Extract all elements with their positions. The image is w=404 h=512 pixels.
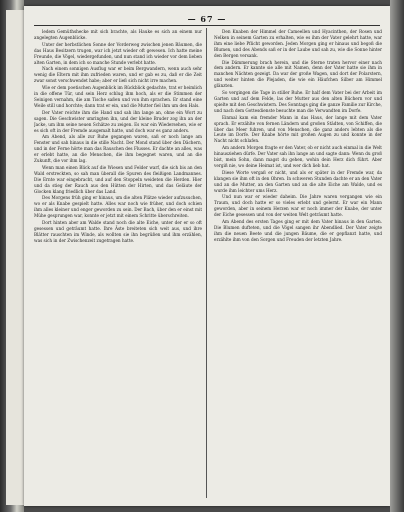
paragraph: Des Morgens früh ging er hinaus, um die alten Plätze wieder aufzusuchen, wo er als Knabe gespielt hatte. Alles war noch wie früher, und doch schien ihm alles kleiner und enger geworden zu sein. Der Bach, über den er einst mit Mühe gesprungen war, konnte er jetzt mit einem Schritte überschreiten. (34, 195, 202, 219)
paragraph: Und nun war er wieder daheim. Die Jahre waren vergangen wie ein Traum, und doch hatte er so vieles erlebt und gelernt. Er war ein Mann geworden, aber in seinem Herzen war er noch immer der Knabe, der unter der Eiche gesessen und von der weiten Welt geträumt hatte. (214, 194, 382, 218)
paragraph: Einmal kam ein fremder Mann in das Haus, der lange mit dem Vater sprach. Er erzählte von fernen Ländern und großen Städten, von Schiffen, die über das Meer fuhren, und von Menschen, die ganz anders lebten als die Leute im Dorfe. Der Knabe hörte mit großen Augen zu und konnte in der Nacht nicht schlafen. (214, 114, 382, 144)
facing-page-edge (6, 10, 25, 505)
left-column (34, 29, 202, 501)
book-page (24, 6, 390, 506)
paragraph: Unter der herbstlichen Sonne der Vorderweg zwischen jenen Bäumen, die das Haus Besitzern trugen, war ich jetzt wieder oft gewesen. Ich hatte meine Freunde, die Vögel, wiedergefunden, und nun stand ich wieder vor dem lieben alten Garten, in dem ich so manche Stunde verlebt hatte. (34, 41, 202, 65)
header-rule (34, 25, 380, 26)
column-divider (206, 28, 207, 498)
paragraph: Wenn man einen Blick auf die Wiesen und Felder warf, die sich bis an den Wald erstreckten, so sah man überall die Spuren des fleißigen Landmannes. Die Ernte war eingebracht, und auf den Stoppeln weideten die Herden. Hier und da stieg der Rauch aus den Hütten der Hirten, und das Geläute der Glocken klang friedlich über das Land. (34, 164, 202, 194)
paragraph: So vergingen die Tage in stiller Ruhe. Er half dem Vater bei der Arbeit im Garten und auf dem Felde, las der Mutter aus den alten Büchern vor und spielte mit den Geschwistern. Des Sonntags ging die ganze Familie zur Kirche, und nach dem Gottesdienste besuchte man die Verwandten im Dorfe. (214, 90, 382, 113)
paragraph: Diese Worte vergaß er nicht, und als er später in der Fremde war, da klangen sie ihm oft in den Ohren. In schweren Stunden dachte er an den Vater und an die Mutter, an den Garten und an die alte Eiche am Walde, und es wurde ihm leichter ums Herz. (214, 169, 382, 193)
page-number: — 67 — (187, 14, 227, 24)
right-column (214, 29, 382, 501)
paragraph: Die Dämmerung brach herein, und die Sterne traten hervor einer nach dem andern. Er kannte sie alle mit Namen, denn der Vater hatte sie ihm in manchen Nächten gezeigt. Da war der große Wagen, und dort der Polarstern, und weiter hinten die Plejaden, die wie ein Häufchen Silber am Himmel glänzten. (214, 59, 382, 89)
paragraph: Wie er dem poetischen Augenblick im Rückblick gedachte, trat er heimlich in die offene Tür, und sein Herz schlug ihm hoch, als er die Stimmen der Seinigen vernahm, die am Tische saßen und von ihm sprachen. Er stand eine Weile still und horchte; dann trat er ein, und die Mutter fiel ihm um den Hals. (34, 85, 202, 108)
paragraph: ledem Gemüthshecke mit sich brachte, als Hauke es sich an einem nur angelegten Augenblicke. (34, 29, 202, 40)
paragraph: Am Abend des ersten Tages ging er mit dem Vater hinaus in den Garten. Die Blumen dufteten, und die Vögel sangen ihr Abendlied. Der Vater zeigte ihm die neuen Beete und die jungen Bäume, die er gepflanzt hatte, und erzählte ihm von den Sorgen und Freuden der letzten Jahre. (214, 219, 382, 242)
paragraph: Nach einem sonnigen Ausflug war er beim Bergwandern, wenn auch sehr wenig die Eltern mit ihm zufrieden waren, und er gab es zu, daß er die Zeit zwar sonst verschwendet habe; aber er ließ sich nicht irre machen. (34, 66, 202, 84)
paragraph: Der Vater reichte ihm die Hand und sah ihn lange an, ohne ein Wort zu sagen. Die Geschwister umringten ihn, und der kleine Bruder zog ihn an der Jacke, um ihm seine neuen Schätze zu zeigen. Es war ein Wiedersehen, wie er es sich oft in der Fremde ausgemalt hatte, und doch war es ganz anders. (34, 109, 202, 133)
paragraph: Den Knaben der Himmel der Cameellen und Hyacinthen, der Rosen und Nelken in seinem Garten zu erhalten, wie es ihm der Vater gelehrt hatte, war ihm eine liebe Pflicht geworden. Jeden Morgen ging er hinaus und begoß die Blumen, und des Abends saß er in der Laube und sah zu, wie die Sonne hinter den Bergen versank. (214, 29, 382, 58)
paragraph: Am Abend, als alle zur Ruhe gegangen waren, saß er noch lange am Fenster und sah hinaus in die stille Nacht. Der Mond stand über den Dächern, und in der Ferne hörte man das Rauschen des Flusses. Er dachte an alles, was er erlebt hatte, an die Menschen, die ihm begegnet waren, und an die Zukunft, die vor ihm lag. (34, 134, 202, 164)
paragraph: Am andern Morgen fragte er den Vater, ob er nicht auch einmal in die Welt hinausziehen dürfe. Der Vater sah ihn lange an und sagte dann: Wenn du groß bist, mein Sohn, dann magst du gehen, wohin dein Herz dich führt. Aber vergiß nie, wo deine Heimat ist, und wer dich lieb hat. (214, 145, 382, 168)
paragraph: Dort hinten aber am Walde stand noch die alte Eiche, unter der er so oft gesessen und geträumt hatte. Ihre Äste breiteten sich weit aus, und ihre Blätter rauschten im Winde, als wollten sie ihn begrüßen und ihm erzählen, was sich in der Zwischenzeit zugetragen hatte. (34, 220, 202, 243)
page-stack-edge (390, 0, 404, 512)
